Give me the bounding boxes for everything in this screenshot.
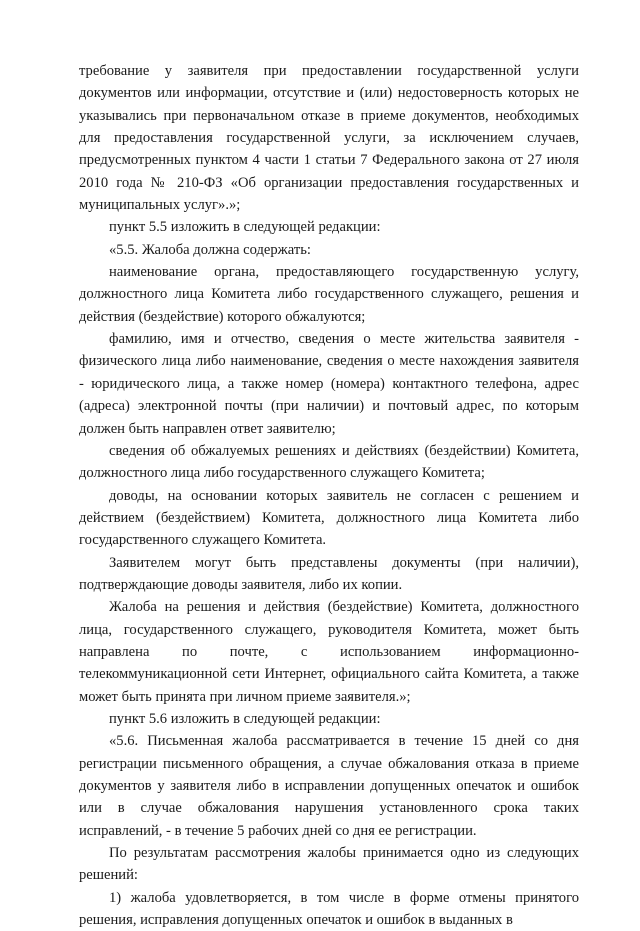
- paragraph-submission-channels: Жалоба на решения и действия (бездействие) Комитета, должностного лица, государственного служащего, руководителя Комитета, может быть направлена по почте, с использованием информационно-телекоммуникационной сети Интернет, официального сайта Комитета, а также может быть принята при личном приеме заявителя.»;: [79, 599, 579, 705]
- paragraph-applicant-details: фамилию, имя и отчество, сведения о месте жительства заявителя - физического лица либо наименование, сведения о месте нахождения заявителя - юридического лица, а также номер (номера) контактного телефона, адрес (адреса) электронной почты (при наличии) и почтовый адрес, по которым должен быть направлен ответ заявителю;: [79, 331, 579, 437]
- paragraph-arguments: доводы, на основании которых заявитель не согласен с решением и действием (бездействием) Комитета, должностного лица Комитета либо государственного служащего Комитета.: [79, 487, 579, 549]
- paragraph-review-outcomes: По результатам рассмотрения жалобы принимается одно из следующих решений:: [79, 845, 579, 884]
- paragraph-clause-5-5-intro: пункт 5.5 изложить в следующей редакции:: [109, 219, 381, 236]
- paragraph-supporting-documents: Заявителем могут быть представлены документы (при наличии), подтверждающие доводы заявителя, либо их копии.: [79, 554, 579, 593]
- document-body: [79, 60, 579, 931]
- paragraph-appealed-decisions: сведения об обжалуемых решениях и действиях (бездействии) Комитета, должностного лица либо государственного служащего Комитета;: [79, 442, 579, 482]
- paragraph-complaint-must-contain: «5.5. Жалоба должна содержать:: [109, 241, 311, 258]
- paragraph-review-period: «5.6. Письменная жалоба рассматривается в течение 15 дней со дня регистрации письменного обращения, а случае обжалования отказа в приеме документов у заявителя либо в исправлении допущенных опечаток и ошибок или в случае обжалования нарушения установленного срока таких исправлений, - в течение 5 рабочих дней со дня ее регистрации.: [79, 733, 579, 839]
- paragraph-documents-requirement: требование у заявителя при предоставлении государственной услуги документов или информации, отсутствие и (или) недостоверность которых не указывались при первоначальном отказе в приеме документов, необходимых для предоставления государственной услуги, за исключением случаев, предусмотренных пунктом 4 части 1 статьи 7 Федерального закона от 27 июля 2010 года № 210-ФЗ «Об организации предоставления государственных и муниципальных услуг».»;: [79, 63, 579, 214]
- paragraph-clause-5-6-intro: пункт 5.6 изложить в следующей редакции:: [109, 710, 381, 727]
- paragraph-outcome-1: 1) жалоба удовлетворяется, в том числе в форме отмены принятого решения, исправления допущенных опечаток и ошибок в выданных в: [79, 889, 579, 929]
- paragraph-authority-name: наименование органа, предоставляющего государственную услугу, должностного лица Комитета либо государственного служащего, решения и действия (бездействие) которого обжалуются;: [79, 264, 579, 325]
